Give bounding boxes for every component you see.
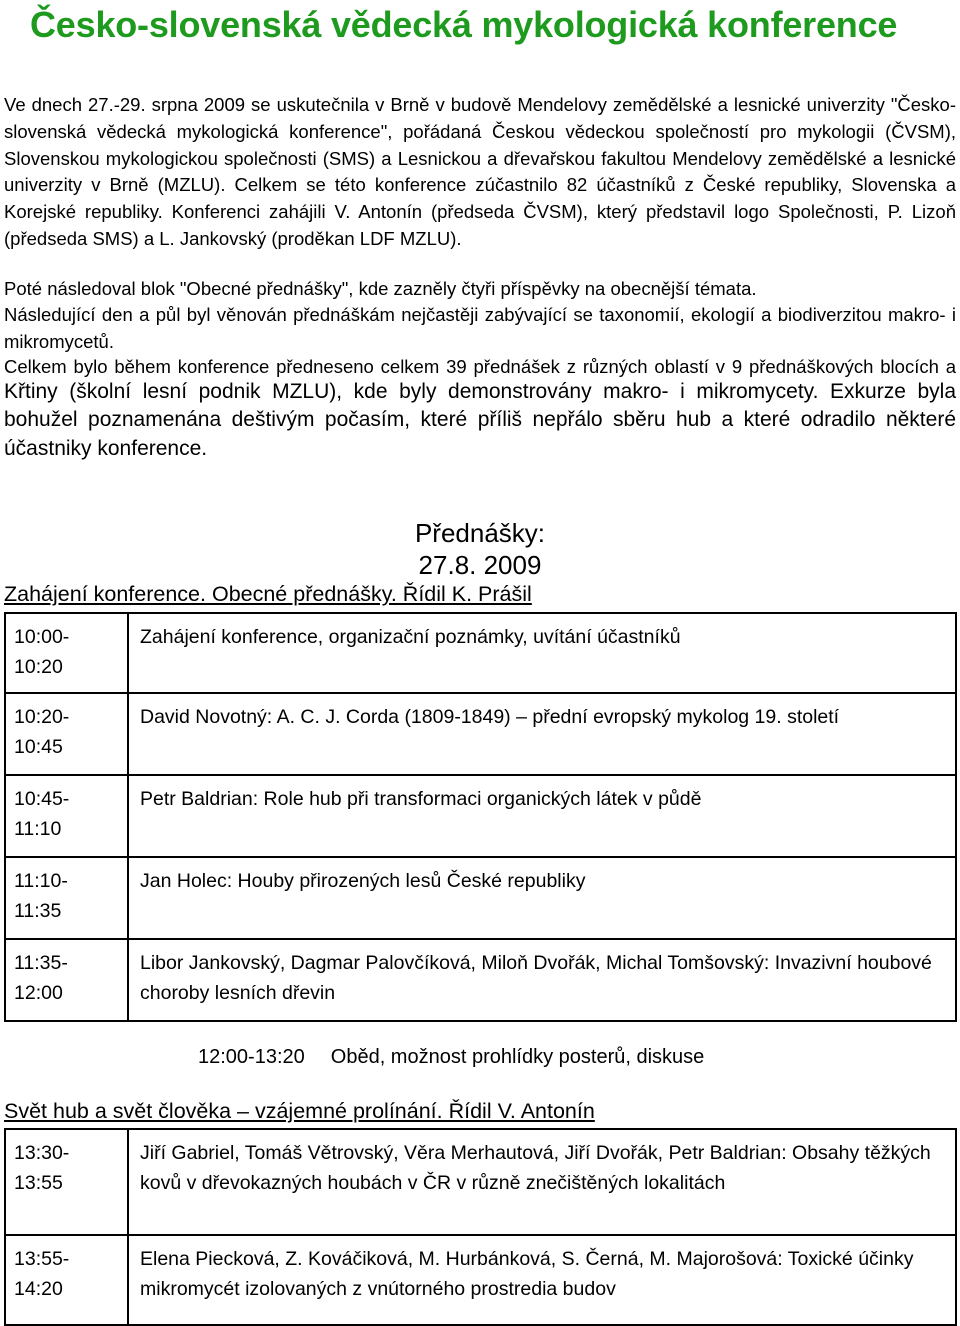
block2-heading: Svět hub a svět člověka – vzájemné prolínání. Řídil V. Antonín	[4, 1099, 595, 1123]
schedule-time: 10:20- 10:45	[5, 693, 128, 775]
intro-paragraph-4a: Celkem bylo během konference předneseno celkem 39 přednášek z různých oblastí v 9 přednáškových blocích a	[4, 356, 956, 377]
block1-heading: Zahájení konference. Obecné přednášky. Řídil K. Prášil	[4, 582, 532, 606]
block1-schedule-table	[4, 612, 957, 1022]
schedule-time: 11:10- 11:35	[5, 857, 128, 939]
lectures-date: 27.8. 2009	[418, 550, 542, 580]
schedule-time: 10:00- 10:20	[5, 613, 128, 693]
lunch-text: Oběd, možnost prohlídky posterů, diskuse	[330, 1046, 705, 1068]
schedule-time: 13:30- 13:55	[5, 1129, 128, 1235]
schedule-row	[5, 775, 956, 857]
schedule-row	[5, 939, 956, 1021]
schedule-time: 13:55- 14:20	[5, 1235, 128, 1325]
schedule-talk: Zahájení konference, organizační poznámky, uvítání účastníků	[128, 613, 956, 693]
schedule-row	[5, 857, 956, 939]
schedule-time: 11:35- 12:00	[5, 939, 128, 1021]
page-title: Česko-slovenská vědecká mykologická konference	[30, 4, 898, 45]
schedule-row	[5, 1235, 956, 1325]
schedule-row	[5, 693, 956, 775]
schedule-talk: Jan Holec: Houby přirozených lesů České republiky	[128, 857, 956, 939]
intro-paragraph-2: Poté následoval blok "Obecné přednášky", kde zazněly čtyři příspěvky na obecnější témata.	[4, 278, 757, 299]
intro-paragraph-1: Ve dnech 27.-29. srpna 2009 se uskutečnila v Brně v budově Mendelovy zemědělské a lesnické univerzity "Česko-slovenská vědecká mykologická konference", pořádaná Českou vědeckou společností pro mykologii (ČVSM), Slovenskou mykologickou společnosti (SMS) a Lesnickou a dřevařskou fakultou Mendelovy zemědělské a lesnické univerzity v Brně (MZLU). Celkem se této konference zúčastnilo 82 účastníků z České republiky, Slovenska a Korejské republiky. Konferenci zahájili V. Antonín (předseda ČVSM), který představil logo Společnosti, P. Lizoň (předseda SMS) a L. Jankovský (proděkan LDF MZLU).	[4, 94, 956, 249]
schedule-talk: David Novotný: A. C. J. Corda (1809-1849) – přední evropský mykolog 19. století	[128, 693, 956, 775]
lunch-time: 12:00-13:20	[198, 1046, 305, 1068]
schedule-talk: Libor Jankovský, Dagmar Palovčíková, Miloň Dvořák, Michal Tomšovský: Invazivní houbové choroby lesních dřevin	[128, 939, 956, 1021]
schedule-talk: Jiří Gabriel, Tomáš Větrovský, Věra Merhautová, Jiří Dvořák, Petr Baldrian: Obsahy těžkých kovů v dřevokazných houbách v ČR v různě znečištěných lokalitách	[128, 1129, 956, 1235]
schedule-row	[5, 613, 956, 693]
schedule-talk: Petr Baldrian: Role hub při transformaci organických látek v půdě	[128, 775, 956, 857]
lectures-heading: Přednášky:	[414, 518, 546, 548]
intro-paragraph-3: Následující den a půl byl věnován přednáškám nejčastěji zabývající se taxonomií, ekologií a biodiverzitou makro- i mikromycetů.	[4, 304, 956, 352]
lunch-break	[198, 1046, 704, 1069]
schedule-talk: Elena Piecková, Z. Kováčiková, M. Hurbánková, S. Černá, M. Majorošová: Toxické účinky mikromycét izolovaných z vnútorného prostredia budov	[128, 1235, 956, 1325]
intro-paragraph-4	[4, 378, 956, 463]
schedule-time: 10:45- 11:10	[5, 775, 128, 857]
block2-schedule-table	[4, 1128, 957, 1326]
schedule-row	[5, 1129, 956, 1235]
intro-paragraph-4b: Křtiny (školní lesní podnik MZLU), kde byly demonstrovány makro- i mikromycety. Exkurze byla bohužel poznamenána deštivým počasím, které příliš nepřálo sběru hub a které odradilo některé účastniky konference.	[4, 380, 956, 460]
